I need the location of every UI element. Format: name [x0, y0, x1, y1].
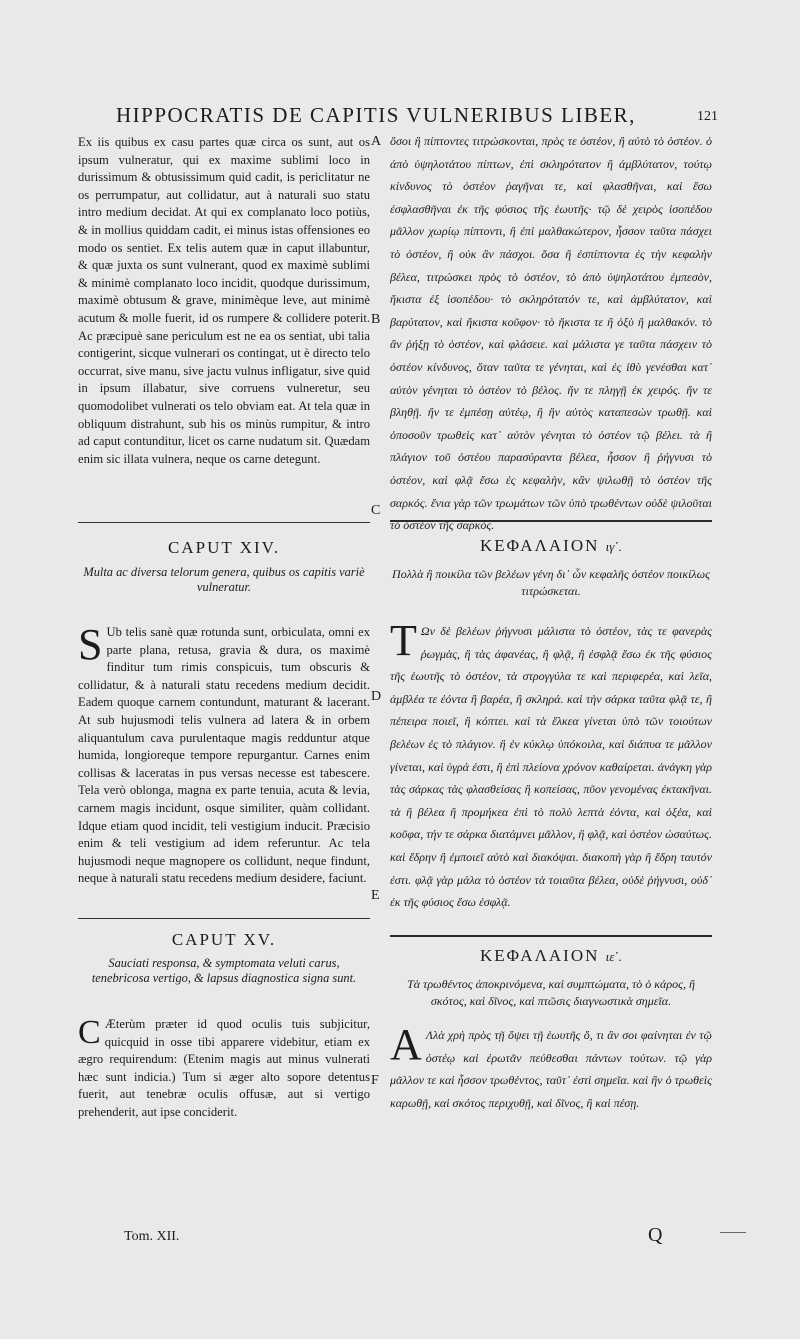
margin-letter-b: B	[371, 312, 381, 327]
greek-chapter-14-number: ιγ΄.	[605, 539, 622, 554]
ink-flourish	[720, 1232, 746, 1243]
latin-chapter-14-text: Ub telis sanè quæ rotunda sunt, orbiculata, omni ex parte plana, retusa, gravia & dura, os maximè finditur tum rimis conspicuis, tum obscuris & collidatur, & à naturali statu recedens medium decidit. Eadem quoque carnem contundunt, maturant & lacerant. At sub hujusmodi telis vulnera ad latera & in orbem aliquantulum cava purulentaque magis redduntur atque humida, longioreque tempore repurgantur. Carnes enim collisas & laceratas in pus versas necesse est tabescere. Tela verò oblonga, magna ex parte tenuia, acuta & levia, carnem magis incidunt, osque similiter, quàm collidant. Idque etiam quod incidit, teli vestigium inducit. Præcisio enim & teli vestigium ad idem referuntur. Ac tela hujusmodi neque magnopere os collidunt, neque findunt, neque à naturali statu recedens medium desidere, faciunt.	[78, 625, 370, 886]
latin-chapter-14-block	[78, 620, 370, 910]
latin-dropcap-c: C	[78, 1014, 101, 1051]
margin-letter-f: F	[371, 1073, 379, 1088]
greek-chapter-15-block	[390, 1020, 712, 1138]
footer-tome: Tom. XII.	[124, 1229, 180, 1244]
greek-chapter-14-block	[390, 616, 712, 912]
latin-chapter-15-title: Sauciati responsa, & symptomata veluti carus, tenebricosa vertigo, & lapsus diagnostica signa sunt.	[91, 956, 357, 985]
greek-intro-block	[390, 130, 712, 533]
latin-chapter-15-block	[78, 1016, 370, 1138]
margin-letter-e: E	[371, 888, 380, 903]
latin-chapter-15-text: Æterùm præter id quod oculis tuis subjicitur, quicquid in osse tibi apparere videbitur, etiam ex ægro requirendum: (Etenim magis aut minus vulnerati hæc sunt indicia.) Tum si æger alto sopore detentus fuerit, aut tenebræ oculis offusæ, aut si vertigo prehenderit, aut ipse conciderit.	[78, 1017, 370, 1119]
greek-dropcap-t: Τ	[390, 616, 417, 665]
greek-dropcap-a: Α	[390, 1020, 422, 1069]
greek-intro-text: ὅσοι ἢ πίπτοντες τιτρώσκονται, πρὸς τε ὀστέον, ἢ αὐτὸ τὸ ὀστέον. ὁ ἀπὸ ὑψηλοτάτου πίπτων, ἐπὶ σκληρότατον ἢ ἀμβλύτατον, τούτῳ κίνδυνος τὸ ὀστέον ῥαγῆναι τε, καὶ φλασθῆναι, καὶ ἔσω ἐσφλασθῆναι ἐκ τῆς φύσιος τῆς ἑωυτῆς· τῷ δὲ χειρὸς ἰσοπέδου μᾶλλον χωρίῳ πίπτοντι, ἢ ἐπὶ μαλθακώτερον, ἧσσον ταῦτα πάσχει τὸ ὀστέον, ἢ οὐκ ἂν πάσχοι. ὅσα ἢ ἐσπίπτοντα ἐς τὴν κεφαλὴν βέλεα, τιτρώσκει πρὸς τὸ ὀστέον, τὸ ἀπὸ ὑψηλοτάτου ἐμπεσὸν, ἥκιστα ἐξ ἰσοπέδου· τὸ σκληρότατόν τε, καὶ ἀμβλύτατον, καὶ βαρύτατον, καὶ ἥκιστα κοῦφον· τὸ ἥκιστα τε ἢ ὀξὺ ἢ μαλθακόν. τὸ ἂν ῥήξῃ τὸ ὀστέον, καὶ φλάσειε. καὶ μάλιστα γε ταῦτα πάσχειν τὸ ὀστέον κίνδυνος, ὅταν ταῦτα τε γένηται, καὶ ἐς ἰθὺ γενέσθαι κατ᾽ αὐτὸν γένηται τὸ ὀστέον τὸ βέλος. ἤν τε πληγῇ ἐκ χειρός. ἤν τε βληθῇ. ἤν τε ἐμπέσῃ αὐτέῳ, ἢ ἢν αὐτὸς καταπεσὼν τρωθῇ. καὶ ὁποσοῦν τρωθεὶς κατ᾽ αὐτὸν γένηται τὸ ὀστέον τῷ βέλει. τὰ ἢ πλάγιον τοῦ ὀστέου παρασύραντα βέλεα, ἧσσον ἢ ῥήγνυσι τὸ ὀστέον, καὶ φλᾷ ἔσω ἐς κεφαλὴν, κἂν ψιλωθῇ τὸ ὀστέον τῆς σαρκός. ἔνια γὰρ τῶν τρωμάτων τῶν ὑπὸ τρωθέντων οὐδὲ ψιλοῦται τὸ ὀστέον τῆς σαρκός.	[390, 134, 712, 533]
greek-chapter-15-title: Τὰ τρωθέντος ἀποκρινόμενα, καὶ συμπτώματα, τὸ ὁ κάρος, ἢ σκότος, καὶ δῖνος, καὶ πτῶσις διαγνωστικὰ σημεῖα.	[407, 977, 695, 1008]
greek-chapter-14-label: ΚΕΦΑΛΑΙΟΝ	[480, 536, 600, 555]
latin-rule-2	[78, 918, 370, 919]
page-number: 121	[697, 109, 718, 124]
margin-letter-d: D	[371, 689, 382, 704]
greek-chapter-15-number: ιε΄.	[605, 949, 622, 964]
latin-dropcap-s: S	[78, 620, 103, 669]
greek-chapter-14-heading	[390, 536, 712, 556]
margin-letter-c: C	[371, 503, 381, 518]
latin-intro-block	[78, 134, 370, 520]
greek-rule-1	[390, 520, 712, 522]
greek-chapter-15-heading	[390, 946, 712, 966]
greek-chapter-14-title: Πολλὰ ἢ ποικίλα τῶν βελέων γένη δι᾽ ὧν κεφαλῆς ὀστέον ποικίλως τιτρώσκεται.	[392, 567, 710, 598]
latin-chapter-14-heading: CAPUT XIV.	[168, 538, 280, 557]
greek-chapter-14-text: Ων δὲ βελέων ῥήγνυσι μάλιστα τὸ ὀστέον, τὰς τε φανερὰς ῥωγμὰς, ἢ τὰς ἀφανέας, ἢ φλᾷ, ἢ ἐσφλᾷ ἔσω ἐκ τῆς φύσιος τῆς ἑωυτῆς τὸ ὀστέον, τὰ στρογγύλα τε καὶ περιφερέα, καὶ λεῖα, ἀμβλέα τε ἐόντα ἢ βαρέα, ἢ σκληρά. καὶ τὴν σάρκα ταῦτα φλᾷ τε, ἢ πέπειρα ποιεῖ, ἢ κόπτει. καὶ τὰ ἕλκεα γίνεται ὑπὸ τῶν τοιούτων βελέων ἐς τὸ πλάγιον. ἢ ἐν κύκλῳ ὑπόκοιλα, καὶ διάπυα τε μᾶλλον γίνεται, καὶ ὑγρά ἐστι, ἢ ἐπὶ πλείονα χρόνον καθαίρεται. ἀνάγκη γὰρ τὰς σάρκας τὰς φλασθείσας ἢ κοπείσας, πῦον γενομένας ἐκτακῆναι. τὰ ἢ βέλεα ἢ προμήκεα ἐπὶ τὸ πολὺ λεπτὰ ἐόντα, καὶ ὀξέα, καὶ κοῦφα, τήν τε σάρκα διατάμνει μᾶλλον, ἢ φλᾷ, καὶ ὀστέον ὡσαύτως. καὶ ἕδρην ἢ ἐμποιεῖ αὐτὸ καὶ διακόψαι. διακοπὴ γὰρ ἢ ἕδρη ταυτόν ἐστι. φλᾷ γὰρ μάλα τὸ ὀστέον τὰ τοιαῦτα βέλεα, οὐδὲ ῥήγνυσι, οὐδ᾽ ἐκ τῆς φύσιος ἔσω ἐσφλᾷ.	[390, 624, 712, 910]
latin-chapter-15-heading: CAPUT XV.	[171, 930, 277, 949]
margin-letter-a: A	[371, 134, 382, 149]
footer-signature: Q	[648, 1224, 663, 1246]
latin-rule-1	[78, 522, 370, 523]
greek-chapter-15-label: ΚΕΦΑΛΑΙΟΝ	[480, 946, 600, 965]
latin-chapter-14-title: Multa ac diversa telorum genera, quibus os capitis variè vulneratur.	[83, 565, 365, 594]
greek-rule-2	[390, 935, 712, 937]
running-head: HIPPOCRATIS DE CAPITIS VULNERIBUS LIBER,	[116, 103, 636, 127]
latin-intro-text: Ex iis quibus ex casu partes quæ circa os sunt, aut os ipsum vulneratur, qui ex maxime sublimi loco in durissimum & obtusissimum quid cadit, is periclitatur ne os perrumpatur, aut collidatur, aut à naturali suo statu intro medium decidat. At qui ex complanato loco potiùs, & in mollius quiddam cadit, ei minus istas offensiones eo modo os sentiet. Ex telis autem quæ in caput illabuntur, & quæ juxta os sunt vulnerant, quod ex maximè sublimi & minimè complanato loco incidit, quodque durissimum, maximè obtusum & grave, minimèque leve, aut minimè acutum & molle fuerit, id os rumpere & collidere poterit. Ac præcipuè sane periculum est ne ea os sentiat, ubi talia contigerint, sicque vulnerari os contingat, ut è directo telo occurrat, sive manu, sive jactu vulnus infligatur, sive quid in ipsum illabatur, sive corruens vulneretur, seu quomodolibet vulnerati os telo obviam eat. At tela quæ in obliquum distrahunt, sub his os minùs rumpitur, & intro ad caput contunditur, licet os carne nudatum sit. Quædam enim sic illata vulnera, neque os carne detegunt.	[78, 135, 370, 466]
greek-chapter-15-text: Λλὰ χρὴ πρὸς τῇ ὄψει τῇ ἑωυτῆς ὅ, τι ἂν σοι φαίνηται ἐν τῷ ὀστέῳ καὶ ἐρωτᾶν πεύθεσθαι πάντων τούτων. τῷ γὰρ μᾶλλον τε καὶ ἧσσον τρωθέντος, ταῦτ᾽ ἐστὶ σημεῖα. καὶ ἢν ὁ τρωθεὶς καρωθῇ, καὶ σκότος περιχυθῇ, καὶ δῖνος, ἢ καὶ πέσῃ.	[390, 1028, 712, 1110]
